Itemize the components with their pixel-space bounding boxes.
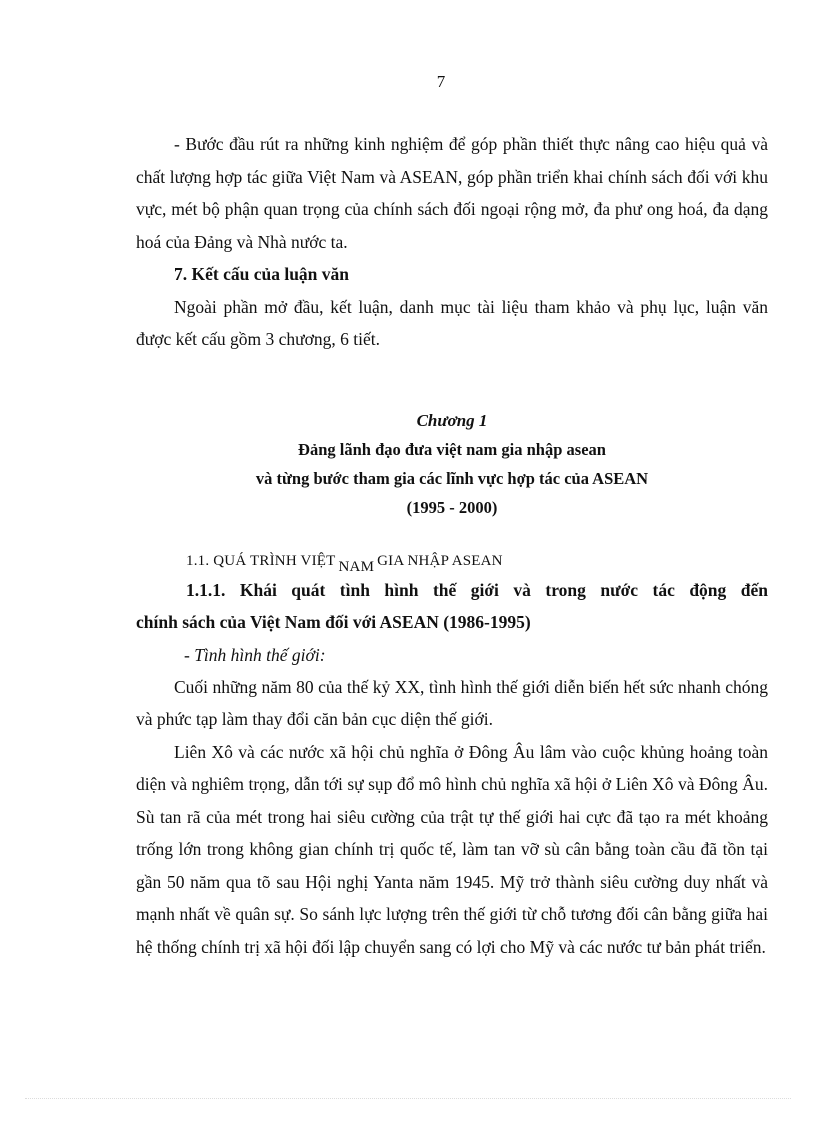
intro-paragraph-2: Ngoài phần mở đầu, kết luận, danh mục tài liệu tham khảo và phụ lục, luận văn được kết cấu gồm 3 chương, 6 tiết. [136, 296, 768, 349]
section-1-1-heading [136, 548, 768, 574]
subsection-1-1-1-heading [136, 574, 768, 639]
chapter-title-line-2: và từng bước tham gia các lĩnh vực hợp tác của ASEAN [255, 468, 649, 488]
world-situation-paragraph-2: Liên Xô và các nước xã hội chủ nghĩa ở Đông Âu lâm vào cuộc khủng hoảng toàn diện và nghiêm trọng, dẫn tới sự sụp đổ mô hình chủ nghĩa xã hội ở Liên Xô và Đông Âu. Sù tan rã của mét trong hai siêu cường của trật tự thế giới hai cực đã tạo ra mét khoảng trống lớn trong không gian chính trị quốc tế, làm tan vỡ sù cân bằng toàn cầu đã tồn tại gần 50 năm qua tõ sau Hội nghị Yanta năm 1945. Mỹ trở thành siêu cường duy nhất và mạnh nhất về quân sự. So sánh lực lượng trên thế giới từ chỗ tương đối cân bằng giữa hai hệ thống chính trị xã hội đối lập chuyển sang có lợi cho Mỹ và các nước tư bản phát triển. [136, 741, 768, 957]
subsection-1-1-1-line-2: chính sách của Việt Nam đối với ASEAN (1986-1995) [136, 612, 531, 632]
page-number: 7 [436, 72, 446, 91]
chapter-label: Chương 1 [416, 410, 488, 430]
world-situation-label: - Tình hình thế giới: [184, 644, 326, 665]
subsection-1-1-1-line-1: 1.1.1. Khái quát tình hình thế giới và trong nước tác động đến [186, 579, 768, 600]
section-7-heading: 7. Kết cấu của luận văn [174, 264, 350, 284]
section-1-1-prefix: 1.1. QUÁ TRÌNH VIỆT [186, 552, 336, 569]
section-1-1-raised: NAM [338, 558, 375, 575]
section-1-1-suffix: GIA NHẬP ASEAN [377, 552, 503, 569]
chapter-title-line-1: Đảng lãnh đạo đưa việt nam gia nhập asean [298, 439, 606, 459]
intro-paragraph-1: - Bước đầu rút ra những kinh nghiệm để góp phần thiết thực nâng cao hiệu quả và chất lượng hợp tác giữa Việt Nam và ASEAN, góp phần triển khai chính sách đối với khu vực, mét bộ phận quan trọng của chính sách đối ngoại rộng mở, đa phư ong hoá, đa dạng hoá của Đảng và Nhà nước ta. [136, 134, 768, 252]
document-body [136, 128, 768, 963]
chapter-title-line-3: (1995 - 2000) [406, 497, 498, 517]
page-bottom-rule [25, 1098, 791, 1099]
world-situation-paragraph-1: Cuối những năm 80 của thế kỷ XX, tình hình thế giới diễn biến hết sức nhanh chóng và phức tạp làm thay đổi căn bản cục diện thế giới. [136, 676, 768, 729]
